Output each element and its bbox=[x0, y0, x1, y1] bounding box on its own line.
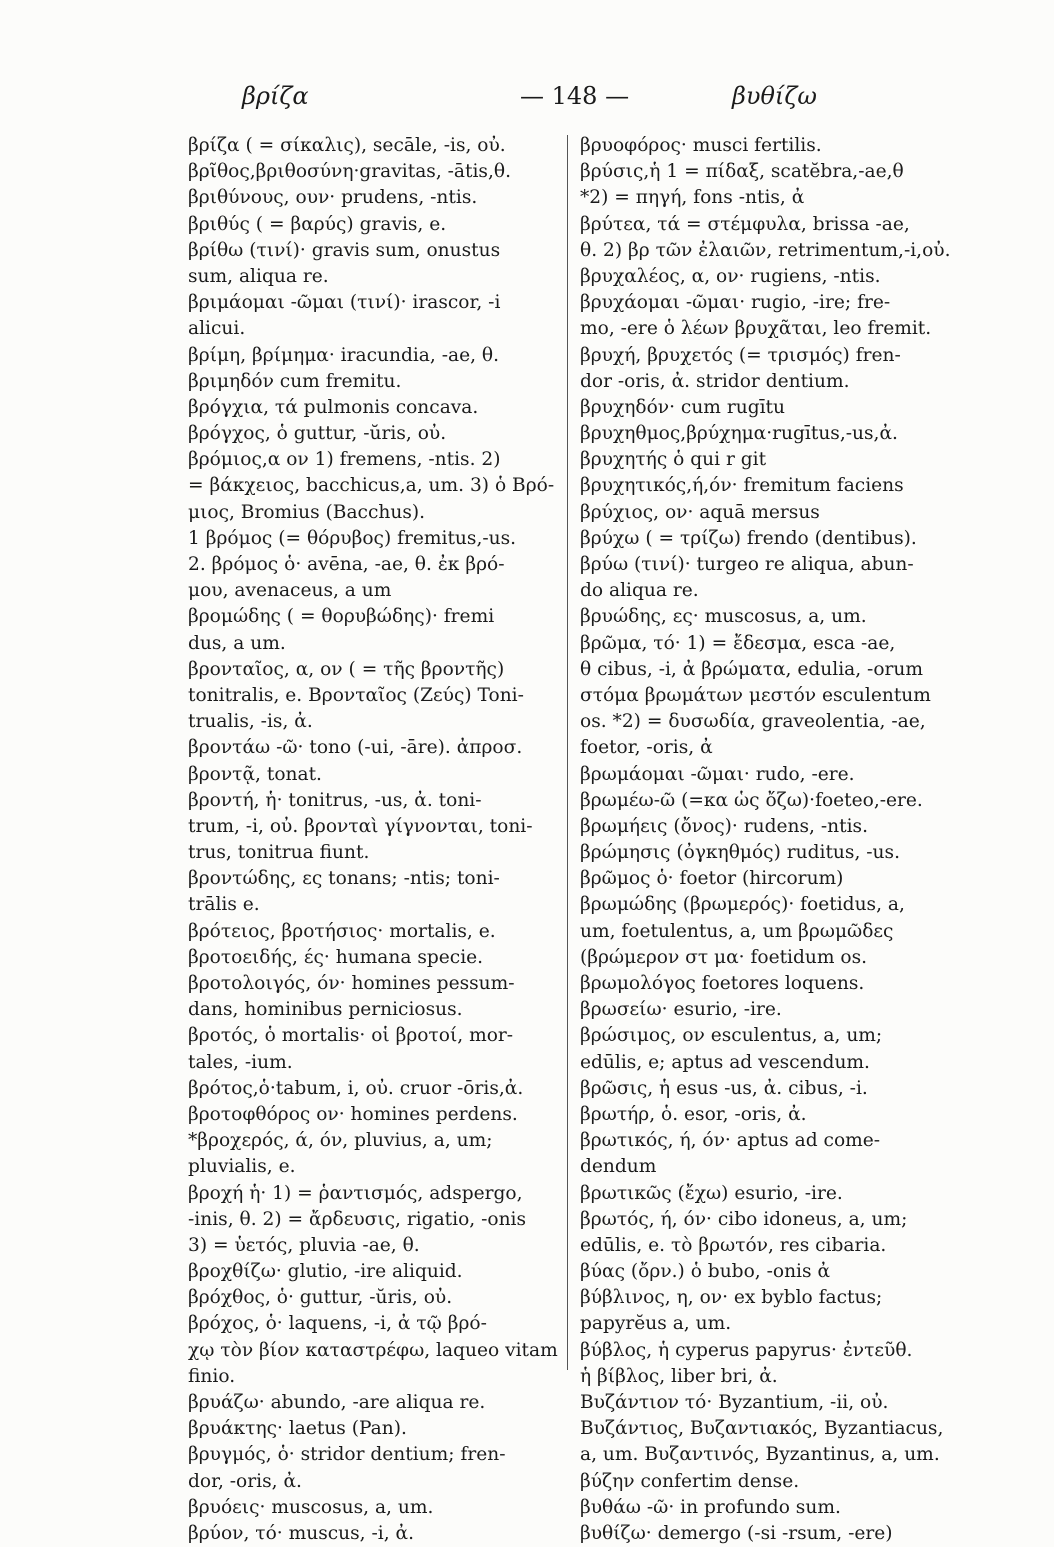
dictionary-entry-line: βρυάζω· abundo, -are aliqua re. bbox=[188, 1392, 486, 1413]
dictionary-entry-line: βρύσις,ἡ 1 = πίδαξ, scatĕbra,-ae,θ bbox=[580, 161, 904, 183]
dictionary-entry-line: βρίμη, βρίμημα· iracundia, -ae, θ. bbox=[188, 344, 500, 366]
dictionary-entry-line: Βυζάντιον τό· Byzantium, -ii, οὐ. bbox=[580, 1392, 889, 1413]
dictionary-entry-line: βρύχιος, ον· aquā mersus bbox=[580, 501, 820, 523]
right-running-headword: βυθίζω bbox=[732, 82, 817, 110]
dictionary-entry-line: βρυχηθμος,βρύχημα·rugītus,-us,ἀ. bbox=[580, 423, 898, 445]
dictionary-entry-line: βρωμολόγος foetores loquens. bbox=[580, 973, 865, 994]
dictionary-entry-line: a, um. Βυζαντινός, Byzantinus, a, um. bbox=[580, 1444, 940, 1466]
dictionary-entry-line: βροτοφθόρος ον· homines perdens. bbox=[188, 1103, 518, 1125]
dictionary-entry-line: μου, avenaceus, a um bbox=[188, 580, 392, 602]
dictionary-entry-line: βρῶμος ὁ· foetor (hircorum) bbox=[580, 868, 844, 890]
dictionary-entry-line: trualis, -is, ἀ. bbox=[188, 711, 313, 733]
dictionary-entry-line: alicui. bbox=[188, 318, 246, 340]
dictionary-entry-line: = βάκχειος, bacchicus,a, um. 3) ὁ Βρό- bbox=[188, 475, 555, 497]
dictionary-entry-line: βρυόεις· muscosus, a, um. bbox=[188, 1496, 434, 1518]
dictionary-entry-line: βρυχάομαι -ῶμαι· rugio, -ire; fre- bbox=[580, 292, 891, 314]
dictionary-entry-line: -inis, θ. 2) = ἄρδευσις, rigatio, -onis bbox=[188, 1208, 527, 1230]
dictionary-entry-line: βρυχητής ὁ qui r git bbox=[580, 449, 767, 471]
dictionary-entry-line: trum, -i, οὐ. βρονταὶ γίγνονται, toni- bbox=[188, 815, 533, 837]
page-number: — 148 — bbox=[520, 82, 630, 110]
dictionary-entry-line: trālis e. bbox=[188, 894, 260, 916]
dictionary-entry-line: βρωμώδης (βρωμερός)· foetidus, a, bbox=[580, 894, 905, 916]
dictionary-entry-line: βρύχω ( = τρίζω) frendo (dentibus). bbox=[580, 527, 917, 549]
dictionary-entry-line: βρώμησις (ὀγκηθμός) ruditus, -us. bbox=[580, 842, 900, 864]
dictionary-entry-line: 3) = ὑετός, pluvia -ae, θ. bbox=[188, 1234, 420, 1256]
left-column bbox=[188, 133, 573, 1547]
column-divider bbox=[567, 135, 568, 1370]
dictionary-entry-line: βρωτός, ή, όν· cibo idoneus, a, um; bbox=[580, 1208, 908, 1230]
dictionary-entry-line: tales, -ium. bbox=[188, 1051, 293, 1073]
dictionary-entry-line: βροντώδης, ες tonans; -ntis; toni- bbox=[188, 868, 500, 890]
dictionary-entry-line: βρωτικῶς (ἔχω) esurio, -ire. bbox=[580, 1182, 843, 1204]
dictionary-entry-line: βρονταῖος, α, ον ( = τῆς βροντῆς) bbox=[188, 658, 505, 680]
dictionary-entry-line: dans, hominibus perniciosus. bbox=[188, 999, 463, 1021]
dictionary-entry-line: βριθύς ( = βαρύς) gravis, e. bbox=[188, 213, 447, 235]
dictionary-entry-line: βύζην confertim dense. bbox=[580, 1470, 800, 1492]
dictionary-entry-line: sum, aliqua re. bbox=[188, 265, 329, 287]
dictionary-entry-line: dus, a um. bbox=[188, 632, 286, 654]
dictionary-entry-line: βύβλινος, η, ον· ex byblo factus; bbox=[580, 1287, 883, 1309]
dictionary-entry-line: βρίζα ( = σίκαλις), secāle, -is, οὐ. bbox=[188, 135, 506, 156]
dictionary-entry-line: edūlis, e. τὸ βρωτόν, res cibaria. bbox=[580, 1234, 887, 1256]
left-running-headword: βρίζα bbox=[242, 82, 309, 110]
dictionary-entry-line: θ. 2) βρ τῶν ἐλαιῶν, retrimentum,-i,οὐ. bbox=[580, 239, 951, 261]
dictionary-entry-line: βροτοειδής, ές· humana specie. bbox=[188, 946, 484, 968]
dictionary-entry-line: edūlis, e; aptus ad vescendum. bbox=[580, 1051, 870, 1073]
dictionary-entry-line: ἡ βίβλος, liber bri, ἀ. bbox=[580, 1365, 778, 1387]
dictionary-entry-line: dor, -oris, ἀ. bbox=[188, 1470, 302, 1492]
dictionary-entry-line: βριμηδόν cum fremitu. bbox=[188, 370, 402, 392]
dictionary-entry-line: βρῖθος,βριθοσύνη·gravitas, -ātis,θ. bbox=[188, 161, 511, 183]
dictionary-entry-line: do aliqua re. bbox=[580, 580, 699, 602]
dictionary-entry-line: βρόγχια, τά pulmonis concava. bbox=[188, 396, 479, 418]
dictionary-entry-line: βρωμάομαι -ῶμαι· rudo, -ere. bbox=[580, 763, 855, 785]
dictionary-entry-line: βρότειος, βροτήσιος· mortalis, e. bbox=[188, 920, 496, 942]
dictionary-entry-line: μιος, Bromius (Bacchus). bbox=[188, 501, 426, 523]
page-header bbox=[0, 82, 1054, 122]
dictionary-entry-line: 1 βρόμος (= θόρυβος) fremitus,-us. bbox=[188, 527, 517, 549]
dictionary-entry-line: βροντᾷ, tonat. bbox=[188, 763, 322, 785]
dictionary-entry-line: foetor, -oris, ἀ bbox=[580, 737, 713, 759]
dictionary-entry-line: βρυοφόρος· musci fertilis. bbox=[580, 135, 822, 156]
dictionary-entry-line: στόμα βρωμάτων μεστόν esculentum bbox=[580, 684, 931, 706]
dictionary-entry-line: βρωτικός, ή, όν· aptus ad come- bbox=[580, 1130, 881, 1152]
dictionary-entry-line: βρύον, τό· muscus, -i, ἀ. bbox=[188, 1522, 415, 1544]
dictionary-entry-line: βροτολοιγός, όν· homines pessum- bbox=[188, 973, 515, 994]
dictionary-entry-line: βροντάω -ῶ· tono (-ui, -āre). ἀπρoσ. bbox=[188, 737, 523, 759]
dictionary-entry-line: βρίθω (τινί)· gravis sum, onustus bbox=[188, 239, 501, 261]
dictionary-entry-line: βρωμήεις (ὄνος)· rudens, -ntis. bbox=[580, 815, 868, 837]
dictionary-entry-line: βυθάω -ῶ· in profundo sum. bbox=[580, 1496, 841, 1518]
dictionary-entry-line: θ cibus, -i, ἀ βρώματα, edulia, -orum bbox=[580, 658, 924, 680]
dictionary-entry-line: βροτός, ὁ mortalis· οἱ βροτοί, mor- bbox=[188, 1025, 514, 1047]
dictionary-entry-line: βρυχή, βρυχετός (= τρισμός) fren- bbox=[580, 344, 901, 366]
dictionary-entry-line: βύβλος, ἡ cyperus papyrus· ἐντεῦθ. bbox=[580, 1339, 913, 1361]
dictionary-entry-line: βρυχηδόν· cum rugītu bbox=[580, 396, 785, 418]
dictionary-entry-line: βρυώδης, ες· muscosus, a, um. bbox=[580, 606, 867, 628]
dictionary-entry-line: βρυχητικός,ή,όν· fremitum faciens bbox=[580, 475, 904, 497]
dictionary-entry-line: papyrĕus a, um. bbox=[580, 1313, 732, 1335]
dictionary-entry-line: βρυάκτης· laetus (Pan). bbox=[188, 1418, 407, 1440]
dictionary-entry-line: pluvialis, e. bbox=[188, 1156, 296, 1178]
dictionary-entry-line: (βρώμερον στ μα· foetidum os. bbox=[580, 946, 868, 968]
dictionary-entry-line: βρῶμα, τό· 1) = ἔδεσμα, esca -ae, bbox=[580, 632, 896, 654]
dictionary-entry-line: βρωμέω-ῶ (=κα ὡς ὄζω)·foeteo,-ere. bbox=[580, 789, 923, 811]
dictionary-entry-line: os. *2) = δυσωδία, graveolentia, -ae, bbox=[580, 711, 926, 733]
dictionary-entry-line: βρόμιος,α ον 1) fremens, -ntis. 2) bbox=[188, 449, 501, 471]
dictionary-entry-line: βρώσιμος, ον esculentus, a, um; bbox=[580, 1025, 883, 1047]
dictionary-entry-line: βροντή, ἡ· tonitrus, -us, ἀ. toni- bbox=[188, 789, 482, 811]
dictionary-entry-line: βροχθίζω· glutio, -ire aliquid. bbox=[188, 1261, 463, 1283]
dictionary-entry-line: βρύτεα, τά = στέμφυλα, brissa -ae, bbox=[580, 213, 910, 235]
dictionary-entry-line: βριμάομαι -ῶμαι (τινί)· irascor, -i bbox=[188, 292, 501, 314]
dictionary-entry-line: βρυγμός, ὁ· stridor dentium; fren- bbox=[188, 1444, 506, 1466]
dictionary-entry-line: βρόγχος, ὁ guttur, -ŭris, οὐ. bbox=[188, 423, 447, 445]
dictionary-entry-line: βρομώδης ( = θορυβώδης)· fremi bbox=[188, 606, 495, 628]
dictionary-entry-line: βρωσείω· esurio, -ire. bbox=[580, 999, 782, 1021]
dictionary-entry-line: βυθίζω· demergo (-si -rsum, -ere) bbox=[580, 1522, 893, 1544]
dictionary-entry-line: Βυζάντιος, Βυζαντιακός, Byzantiacus, bbox=[580, 1418, 944, 1440]
dictionary-entry-line: βριθύνους, ουν· prudens, -ntis. bbox=[188, 187, 478, 209]
dictionary-entry-line: βρόχθος, ὁ· guttur, -ŭris, οὐ. bbox=[188, 1287, 453, 1309]
right-column bbox=[580, 133, 965, 1547]
dictionary-entry-line: βύας (ὄρν.) ὁ bubo, -onis ἀ bbox=[580, 1261, 830, 1283]
dictionary-entry-line: βρωτήρ, ὁ. esor, -oris, ἀ. bbox=[580, 1103, 807, 1125]
dictionary-entry-line: um, foetulentus, a, um βρωμῶδες bbox=[580, 920, 894, 942]
dictionary-entry-line: finio. bbox=[188, 1365, 236, 1387]
dictionary-entry-line: βρυχαλέος, α, ον· rugiens, -ntis. bbox=[580, 265, 881, 287]
dictionary-entry-line: dor -oris, ἀ. stridor dentium. bbox=[580, 370, 850, 392]
dictionary-entry-line: βρόχος, ὁ· laquens, -i, ἀ τῷ βρό- bbox=[188, 1313, 487, 1335]
dictionary-entry-line: *2) = πηγή, fons -ntis, ἀ bbox=[580, 187, 805, 209]
dictionary-entry-line: βρύω (τινί)· turgeo re aliqua, abun- bbox=[580, 554, 914, 575]
dictionary-entry-line: trus, tonitrua fiunt. bbox=[188, 842, 370, 864]
dictionary-entry-line: βρότος,ὁ·tabum, i, οὐ. cruor -ōris,ἀ. bbox=[188, 1077, 524, 1099]
dictionary-entry-line: βρῶσις, ἡ esus -us, ἀ. cibus, -i. bbox=[580, 1077, 868, 1099]
dictionary-entry-line: 2. βρόμος ὁ· avēna, -ae, θ. ἐκ βρό- bbox=[188, 554, 505, 575]
dictionary-entry-line: χῳ τὸν βίον καταστρέφω, laqueo vitam bbox=[188, 1339, 558, 1361]
dictionary-entry-line: mo, -ere ὁ λέων βρυχᾶται, leo fremit. bbox=[580, 318, 932, 340]
dictionary-entry-line: dendum bbox=[580, 1156, 657, 1178]
dictionary-entry-line: βροχή ἡ· 1) = ῥαντισμός, adspergo, bbox=[188, 1182, 523, 1204]
dictionary-entry-line: *βροχερός, ά, όν, pluvius, a, um; bbox=[188, 1130, 493, 1152]
dictionary-entry-line: tonitralis, e. Βρονταῖος (Ζεύς) Toni- bbox=[188, 684, 524, 706]
